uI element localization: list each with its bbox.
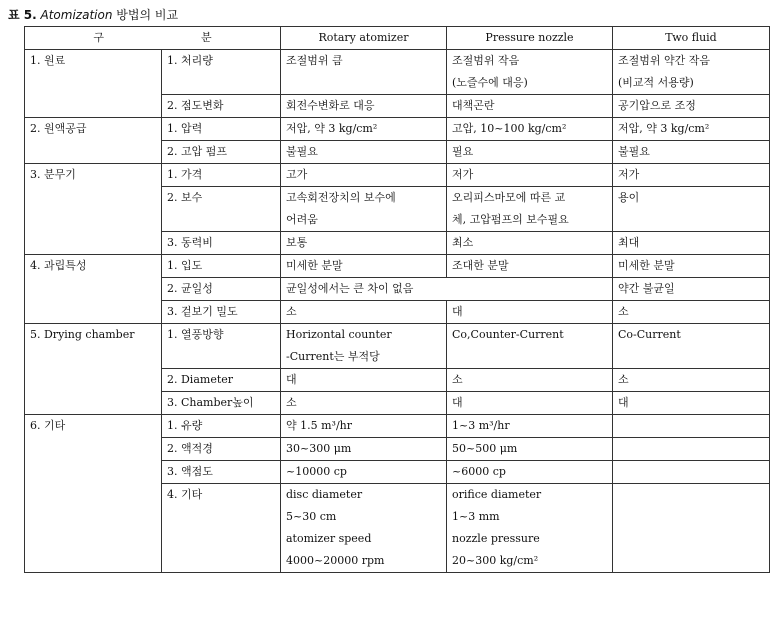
header-row xyxy=(25,27,770,50)
twofluid-cell-line: 조절범위 약간 작음 xyxy=(618,54,711,67)
rotary-cell xyxy=(281,118,447,141)
twofluid-cell xyxy=(613,392,770,415)
pressure-cell xyxy=(447,324,613,369)
subcategory-cell-line: 3. 액점도 xyxy=(167,465,213,478)
twofluid-cell xyxy=(613,461,770,484)
pressure-cell xyxy=(447,392,613,415)
pressure-cell-line: 소 xyxy=(452,373,463,386)
subcategory-cell xyxy=(162,255,281,278)
rotary-cell-line: 30~300 μm xyxy=(286,442,352,455)
category-cell: 4. 과립특성 xyxy=(25,255,162,324)
rotary-cell xyxy=(281,392,447,415)
subcategory-cell xyxy=(162,484,281,573)
subcategory-cell xyxy=(162,95,281,118)
table-row xyxy=(25,255,770,278)
subcategory-cell-line: 1. 처리량 xyxy=(167,54,213,67)
category-cell: 6. 기타 xyxy=(25,415,162,573)
rotary-cell xyxy=(281,95,447,118)
subcategory-cell-line: 2. 보수 xyxy=(167,191,203,204)
pressure-cell xyxy=(447,415,613,438)
subcategory-cell-line: 1. 가격 xyxy=(167,168,203,181)
pressure-cell-line: Co,Counter-Current xyxy=(452,328,564,341)
rotary-cell-line: Horizontal counter xyxy=(286,328,392,341)
pressure-cell-line: 최소 xyxy=(452,236,474,249)
rotary-cell-line: 고속회전장치의 보수에 xyxy=(286,191,396,204)
comparison-table xyxy=(24,26,770,573)
subcategory-cell-line: 4. 기타 xyxy=(167,488,203,501)
pressure-cell-line: 조절범위 작음 xyxy=(452,54,520,67)
twofluid-cell-line: 용이 xyxy=(618,191,640,204)
subcategory-cell-line: 2. 점도변화 xyxy=(167,99,224,112)
pressure-cell-line: 조대한 분말 xyxy=(452,259,509,272)
twofluid-cell xyxy=(613,415,770,438)
subcategory-cell-line: 3. Chamber높이 xyxy=(167,396,254,409)
pressure-cell xyxy=(447,187,613,232)
caption-suffix: 방법의 비교 xyxy=(116,8,179,22)
rotary-cell-line: atomizer speed xyxy=(286,532,372,545)
twofluid-cell xyxy=(613,324,770,369)
pressure-cell xyxy=(447,50,613,95)
rotary-cell-line: 약 1.5 m³/hr xyxy=(286,419,353,432)
pressure-cell-line: 고압, 10~100 kg/cm² xyxy=(452,122,567,135)
subcategory-cell xyxy=(162,415,281,438)
subcategory-cell xyxy=(162,232,281,255)
subcategory-cell xyxy=(162,141,281,164)
twofluid-cell xyxy=(613,50,770,95)
pressure-cell xyxy=(447,438,613,461)
pressure-cell-line: 오리피스마모에 따른 교 xyxy=(452,191,566,204)
pressure-cell xyxy=(447,164,613,187)
subcategory-cell xyxy=(162,187,281,232)
pressure-cell-line: orifice diameter xyxy=(452,488,542,501)
subcategory-cell-line: 1. 유량 xyxy=(167,419,203,432)
twofluid-cell-line: 약간 불균일 xyxy=(618,282,675,295)
subcategory-cell-line: 1. 열풍방향 xyxy=(167,328,224,341)
table-row xyxy=(25,324,770,369)
header-twofluid: Two fluid xyxy=(613,27,770,50)
caption-italic: Atomization xyxy=(40,8,113,22)
subcategory-cell xyxy=(162,164,281,187)
rotary-cell-line: ~10000 cp xyxy=(286,465,347,478)
pressure-cell xyxy=(447,141,613,164)
rotary-cell-line: -Current는 부적당 xyxy=(286,350,380,363)
rotary-cell-line: 보통 xyxy=(286,236,308,249)
pressure-cell-line: 대 xyxy=(452,305,463,318)
pressure-cell xyxy=(447,461,613,484)
table-row xyxy=(25,415,770,438)
merged-cell: 균일성에서는 큰 차이 없음 xyxy=(281,278,613,301)
rotary-cell-line: 미세한 분말 xyxy=(286,259,343,272)
rotary-cell-line: disc diameter xyxy=(286,488,363,501)
header-rotary: Rotary atomizer xyxy=(281,27,447,50)
twofluid-cell-line: (비교적 서용량) xyxy=(618,76,694,89)
header-category xyxy=(25,27,281,50)
subcategory-cell xyxy=(162,278,281,301)
twofluid-cell xyxy=(613,301,770,324)
subcategory-cell-line: 1. 입도 xyxy=(167,259,203,272)
twofluid-cell xyxy=(613,255,770,278)
table-row xyxy=(25,164,770,187)
subcategory-cell xyxy=(162,438,281,461)
subcategory-cell xyxy=(162,301,281,324)
twofluid-cell xyxy=(613,484,770,573)
category-cell: 2. 원액공급 xyxy=(25,118,162,164)
category-cell: 1. 원료 xyxy=(25,50,162,118)
pressure-cell xyxy=(447,118,613,141)
subcategory-cell xyxy=(162,50,281,95)
subcategory-cell-line: 2. 고압 펌프 xyxy=(167,145,227,158)
twofluid-cell-line: 최대 xyxy=(618,236,640,249)
subcategory-cell xyxy=(162,369,281,392)
rotary-cell-line: 조절범위 큼 xyxy=(286,54,343,67)
pressure-cell xyxy=(447,255,613,278)
category-cell: 3. 분무기 xyxy=(25,164,162,255)
rotary-cell xyxy=(281,232,447,255)
rotary-cell-line: 4000~20000 rpm xyxy=(286,554,385,567)
subcategory-cell xyxy=(162,118,281,141)
rotary-cell xyxy=(281,301,447,324)
pressure-cell-line: nozzle pressure xyxy=(452,532,540,545)
rotary-cell-line: 대 xyxy=(286,373,297,386)
caption-prefix: 표 5. xyxy=(8,8,37,22)
twofluid-cell-line: 미세한 분말 xyxy=(618,259,675,272)
subcategory-cell-line: 2. 균일성 xyxy=(167,282,213,295)
rotary-cell-line: 5~30 cm xyxy=(286,510,337,523)
subcategory-cell-line: 3. 겉보기 밀도 xyxy=(167,305,238,318)
table-row xyxy=(25,118,770,141)
pressure-cell xyxy=(447,232,613,255)
pressure-cell-line: 50~500 μm xyxy=(452,442,518,455)
pressure-cell-line: 저가 xyxy=(452,168,474,181)
pressure-cell-line: 1~3 mm xyxy=(452,510,500,523)
pressure-cell-line: 체, 고압펌프의 보수필요 xyxy=(452,213,569,226)
twofluid-cell-line: 불필요 xyxy=(618,145,650,158)
pressure-cell-line: 필요 xyxy=(452,145,474,158)
pressure-cell xyxy=(447,301,613,324)
rotary-cell xyxy=(281,187,447,232)
rotary-cell xyxy=(281,255,447,278)
subcategory-cell xyxy=(162,324,281,369)
twofluid-cell-line: 저압, 약 3 kg/cm² xyxy=(618,122,710,135)
subcategory-cell-line: 1. 압력 xyxy=(167,122,203,135)
pressure-cell-line: 1~3 m³/hr xyxy=(452,419,510,432)
rotary-cell-line: 회전수변화로 대응 xyxy=(286,99,375,112)
twofluid-cell-line: 소 xyxy=(618,373,629,386)
subcategory-cell-line: 2. Diameter xyxy=(167,373,234,386)
twofluid-cell-line: Co-Current xyxy=(618,328,681,341)
twofluid-cell xyxy=(613,95,770,118)
twofluid-cell-line: 저가 xyxy=(618,168,640,181)
twofluid-cell xyxy=(613,438,770,461)
pressure-cell-line: ~6000 cp xyxy=(452,465,506,478)
rotary-cell xyxy=(281,164,447,187)
rotary-cell-line: 고가 xyxy=(286,168,308,181)
rotary-cell xyxy=(281,461,447,484)
subcategory-cell xyxy=(162,392,281,415)
twofluid-cell xyxy=(613,278,770,301)
rotary-cell xyxy=(281,141,447,164)
rotary-cell xyxy=(281,324,447,369)
header-pressure: Pressure nozzle xyxy=(447,27,613,50)
rotary-cell xyxy=(281,438,447,461)
twofluid-cell xyxy=(613,164,770,187)
pressure-cell xyxy=(447,95,613,118)
rotary-cell xyxy=(281,415,447,438)
rotary-cell xyxy=(281,50,447,95)
rotary-cell-line: 소 xyxy=(286,305,297,318)
rotary-cell xyxy=(281,484,447,573)
subcategory-cell xyxy=(162,461,281,484)
twofluid-cell xyxy=(613,369,770,392)
header-bun: 분 xyxy=(201,31,212,44)
subcategory-cell-line: 2. 액적경 xyxy=(167,442,213,455)
rotary-cell-line: 저압, 약 3 kg/cm² xyxy=(286,122,378,135)
rotary-cell-line: 소 xyxy=(286,396,297,409)
pressure-cell xyxy=(447,369,613,392)
rotary-cell xyxy=(281,369,447,392)
twofluid-cell-line: 공기압으로 조정 xyxy=(618,99,696,112)
header-gu: 구 xyxy=(93,31,104,44)
pressure-cell-line: 대책곤란 xyxy=(452,99,495,112)
twofluid-cell xyxy=(613,141,770,164)
twofluid-cell-line: 대 xyxy=(618,396,629,409)
pressure-cell-line: 20~300 kg/cm² xyxy=(452,554,539,567)
pressure-cell-line: (노즐수에 대응) xyxy=(452,76,528,89)
twofluid-cell xyxy=(613,187,770,232)
subcategory-cell-line: 3. 동력비 xyxy=(167,236,213,249)
pressure-cell-line: 대 xyxy=(452,396,463,409)
table-body xyxy=(25,50,770,573)
table-caption xyxy=(8,6,178,23)
twofluid-cell xyxy=(613,232,770,255)
twofluid-cell-line: 소 xyxy=(618,305,629,318)
pressure-cell xyxy=(447,484,613,573)
category-cell: 5. Drying chamber xyxy=(25,324,162,415)
rotary-cell-line: 불필요 xyxy=(286,145,318,158)
rotary-cell-line: 어려움 xyxy=(286,213,318,226)
table-row xyxy=(25,50,770,95)
twofluid-cell xyxy=(613,118,770,141)
